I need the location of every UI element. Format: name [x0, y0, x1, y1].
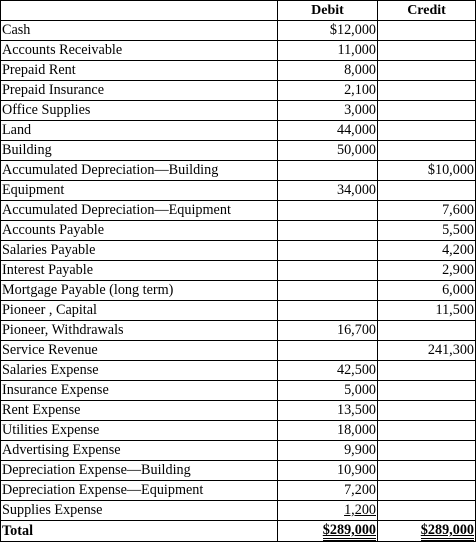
credit-amount: 5,500: [378, 221, 476, 241]
debit-amount: 18,000: [278, 421, 378, 441]
debit-amount: [278, 341, 378, 361]
credit-amount: [378, 121, 476, 141]
credit-amount: 4,200: [378, 241, 476, 261]
account-name: Salaries Expense: [1, 361, 278, 381]
table-row: [1, 381, 476, 401]
credit-amount: [378, 501, 476, 521]
debit-amount: 42,500: [278, 361, 378, 381]
table-row: [1, 321, 476, 341]
debit-amount: 9,900: [278, 441, 378, 461]
account-name: Depreciation Expense—Building: [1, 461, 278, 481]
table-row: [1, 21, 476, 41]
table-row: [1, 161, 476, 181]
debit-amount: [278, 281, 378, 301]
credit-amount: 6,000: [378, 281, 476, 301]
table-row: [1, 201, 476, 221]
account-name: Salaries Payable: [1, 241, 278, 261]
table-row: [1, 61, 476, 81]
debit-amount: [278, 261, 378, 281]
debit-amount: 44,000: [278, 121, 378, 141]
debit-amount: 3,000: [278, 101, 378, 121]
account-name: Service Revenue: [1, 341, 278, 361]
credit-amount: [378, 181, 476, 201]
account-name: Accumulated Depreciation—Building: [1, 161, 278, 181]
header-debit: Debit: [278, 1, 378, 21]
debit-amount: [278, 201, 378, 221]
debit-amount-value: 1,200: [344, 502, 376, 518]
account-name: Mortgage Payable (long term): [1, 281, 278, 301]
table-row: [1, 421, 476, 441]
table-row: [1, 361, 476, 381]
debit-amount: [278, 501, 378, 521]
credit-amount: [378, 21, 476, 41]
credit-amount: 2,900: [378, 261, 476, 281]
table-row: [1, 41, 476, 61]
debit-amount: 7,200: [278, 481, 378, 501]
table-row: [1, 461, 476, 481]
account-name: Equipment: [1, 181, 278, 201]
credit-amount: 241,300: [378, 341, 476, 361]
account-name: Insurance Expense: [1, 381, 278, 401]
account-name: Supplies Expense: [1, 501, 278, 521]
credit-amount: [378, 421, 476, 441]
debit-amount: 34,000: [278, 181, 378, 201]
credit-amount: [378, 481, 476, 501]
debit-amount: 50,000: [278, 141, 378, 161]
debit-amount: 13,500: [278, 401, 378, 421]
debit-amount: 11,000: [278, 41, 378, 61]
debit-amount: [278, 221, 378, 241]
debit-amount: 8,000: [278, 61, 378, 81]
header-row: [1, 1, 476, 21]
debit-amount: 10,900: [278, 461, 378, 481]
debit-amount: 16,700: [278, 321, 378, 341]
debit-amount: 5,000: [278, 381, 378, 401]
credit-amount: [378, 101, 476, 121]
account-name: Prepaid Insurance: [1, 81, 278, 101]
table-row: [1, 481, 476, 501]
credit-amount: [378, 361, 476, 381]
table-row: [1, 281, 476, 301]
credit-amount: 7,600: [378, 201, 476, 221]
account-name: Depreciation Expense—Equipment: [1, 481, 278, 501]
credit-amount: [378, 381, 476, 401]
credit-amount: $10,000: [378, 161, 476, 181]
account-name: Pioneer , Capital: [1, 301, 278, 321]
credit-amount: [378, 401, 476, 421]
account-name: Utilities Expense: [1, 421, 278, 441]
table-row: [1, 181, 476, 201]
debit-amount: 2,100: [278, 81, 378, 101]
total-debit-value: $289,000: [323, 523, 376, 541]
total-row: [1, 521, 476, 542]
credit-amount: [378, 41, 476, 61]
header-account: [1, 1, 278, 21]
account-name: Accounts Payable: [1, 221, 278, 241]
credit-amount: [378, 321, 476, 341]
table-row: [1, 221, 476, 241]
table-row: [1, 141, 476, 161]
credit-amount: [378, 441, 476, 461]
debit-amount: $12,000: [278, 21, 378, 41]
table-row: [1, 261, 476, 281]
account-name: Land: [1, 121, 278, 141]
account-name: Office Supplies: [1, 101, 278, 121]
debit-amount: [278, 161, 378, 181]
table-row: [1, 501, 476, 521]
credit-amount: [378, 141, 476, 161]
debit-amount: [278, 301, 378, 321]
table-row: [1, 301, 476, 321]
table-row: [1, 341, 476, 361]
debit-amount: [278, 241, 378, 261]
total-credit: [378, 521, 476, 542]
table-row: [1, 121, 476, 141]
account-name: Accumulated Depreciation—Equipment: [1, 201, 278, 221]
account-name: Pioneer, Withdrawals: [1, 321, 278, 341]
table-row: [1, 81, 476, 101]
credit-amount: [378, 81, 476, 101]
total-label: Total: [1, 521, 278, 542]
total-debit: [278, 521, 378, 542]
credit-amount: 11,500: [378, 301, 476, 321]
credit-amount: [378, 461, 476, 481]
account-name: Interest Payable: [1, 261, 278, 281]
table-row: [1, 441, 476, 461]
account-name: Advertising Expense: [1, 441, 278, 461]
account-name: Rent Expense: [1, 401, 278, 421]
account-name: Prepaid Rent: [1, 61, 278, 81]
table-row: [1, 241, 476, 261]
credit-amount: [378, 61, 476, 81]
table-body: [1, 21, 476, 521]
account-name: Cash: [1, 21, 278, 41]
total-credit-value: $289,000: [421, 523, 474, 541]
table-row: [1, 101, 476, 121]
table-row: [1, 401, 476, 421]
account-name: Building: [1, 141, 278, 161]
account-name: Accounts Receivable: [1, 41, 278, 61]
header-credit: Credit: [378, 1, 476, 21]
